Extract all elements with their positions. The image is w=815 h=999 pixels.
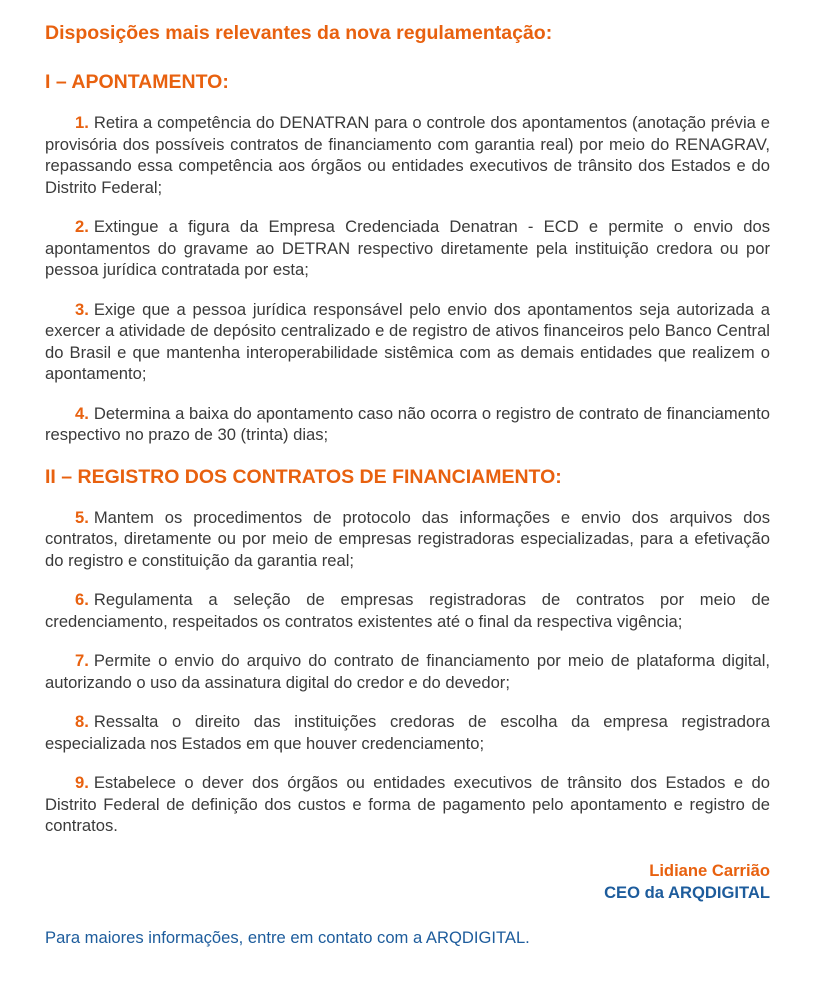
item-text: Exige que a pessoa jurídica responsável pelo envio dos apontamentos seja autorizada a exercer a atividade de depósito centralizado e de registro de ativos financeiros pelo Banco Central do Brasil e que mantenha interoperabilidade sistêmica com as demais entidades que realizem o apontamento; (45, 299, 770, 383)
item-number: 5. (75, 507, 89, 527)
section-title-apontamento: I – APONTAMENTO: (45, 71, 229, 93)
list-item (45, 403, 770, 446)
footer-contact-text: Para maiores informações, entre em contato com a ARQDIGITAL. (45, 927, 530, 947)
list-item (45, 299, 770, 385)
item-text: Mantem os procedimentos de protocolo das informações e envio dos arquivos dos contratos, diretamente ou por meio de empresas registradoras especializadas, para a efetivação do registro e constituição da garantia real; (45, 507, 770, 570)
item-text: Regulamenta a seleção de empresas registradoras de contratos por meio de credenciamento, respeitados os contratos existentes até o final da respectiva vigência; (45, 590, 770, 631)
list-item (45, 650, 770, 693)
section-title-registro: II – REGISTRO DOS CONTRATOS DE FINANCIAMENTO: (45, 465, 562, 488)
list-item (45, 772, 770, 837)
item-text: Ressalta o direito das instituições credoras de escolha da empresa registradora especializada nos Estados em que houver credenciamento; (45, 712, 770, 753)
item-number: 7. (75, 651, 89, 670)
list-item (45, 711, 770, 754)
signature-name: Lidiane Carrião (649, 860, 770, 880)
signature-role: CEO da ARQDIGITAL (604, 882, 770, 902)
item-text: Estabelece o dever dos órgãos ou entidades executivos de trânsito dos Estados e do Distrito Federal de definição dos custos e forma de pagamento pelo apontamento e registro de contratos. (45, 773, 770, 835)
page-title: Disposições mais relevantes da nova regulamentação: (45, 22, 553, 44)
signature-block (45, 860, 770, 904)
item-number: 1. (75, 113, 89, 132)
list-item (45, 216, 770, 281)
item-number: 6. (75, 590, 89, 609)
item-text: Determina a baixa do apontamento caso não ocorra o registro de contrato de financiamento respectivo no prazo de 30 (trinta) dias; (45, 403, 770, 444)
item-number: 4. (75, 403, 89, 423)
list-item (45, 112, 770, 198)
item-text: Retira a competência do DENATRAN para o controle dos apontamentos (anotação prévia e provisória dos possíveis contratos de financiamento com garantia real) por meio do RENAGRAV, repassando essa competência aos órgãos ou entidades executivos de trânsito dos Estados e do Distrito Federal; (45, 113, 770, 197)
item-number: 2. (75, 217, 89, 236)
list-item (45, 507, 770, 572)
list-item (45, 589, 770, 632)
item-number: 3. (75, 299, 89, 319)
item-text: Extingue a figura da Empresa Credenciada Denatran - ECD e permite o envio dos apontamentos do gravame ao DETRAN respectivo diretamente pela instituição credora ou por pessoa jurídica contratada por esta; (45, 217, 770, 279)
item-number: 9. (75, 773, 89, 792)
item-text: Permite o envio do arquivo do contrato de financiamento por meio de plataforma digital, autorizando o uso da assinatura digital do credor e do devedor; (45, 651, 770, 692)
item-number: 8. (75, 712, 89, 731)
